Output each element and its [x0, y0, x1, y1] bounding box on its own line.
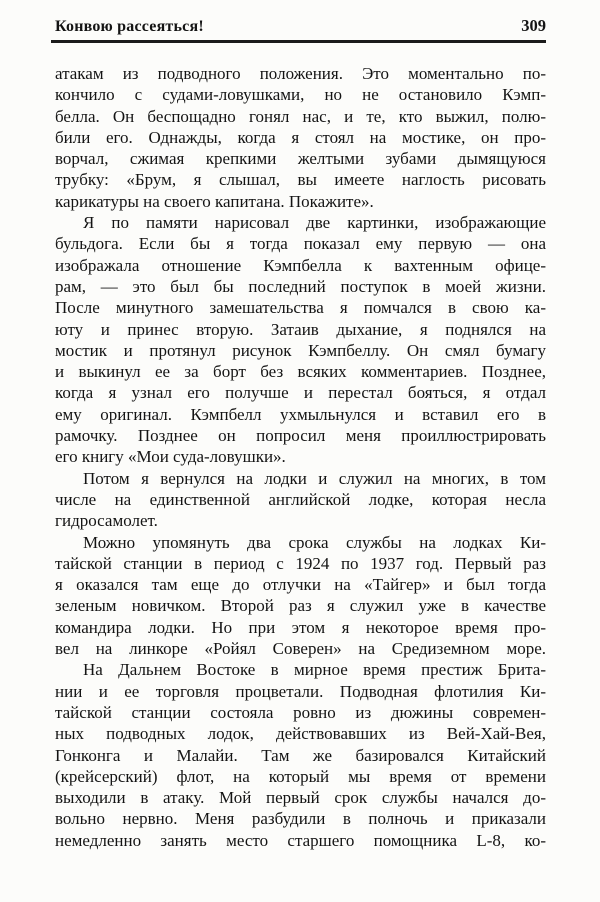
text-line: били его. Однажды, когда я стоял на мостике, он про- [55, 127, 546, 147]
running-title: Конвою рассеяться! [55, 18, 204, 35]
text-line: вел на линкоре «Ройял Соверен» на Средиземном море. [55, 639, 546, 659]
text-line: ворчал, сжимая крепкими желтыми зубами дымящуюся [55, 149, 546, 169]
text-line: зеленым новичком. Второй раз я служил уже в качестве [55, 596, 546, 616]
text-line: юту и принес вторую. Затаив дыхание, я поднялся на [55, 319, 546, 339]
text-line: рам, — это был бы последний поступок в моей жизни. [55, 276, 546, 296]
text-line: После минутного замешательства я помчался в свою ка- [55, 298, 546, 318]
text-line: тайской станции в период с 1924 по 1937 год. Первый раз [55, 553, 546, 573]
text-line: выходили в атаку. Мой первый срок службы начался до- [55, 788, 546, 808]
text-line: Я по памяти нарисовал две картинки, изображающие [83, 213, 546, 233]
text-line: когда я узнал его получше и перестал бояться, я отдал [55, 383, 546, 403]
text-line: трубку: «Брум, я слышал, вы имеете наглость рисовать [55, 170, 546, 190]
text-line: и выкинул ее за борт без всяких комментариев. Позднее, [55, 362, 546, 382]
text-line: ных подводных лодок, действовавших из Вей-Хай-Вея, [55, 724, 546, 744]
text-line: (крейсерский) флот, на который мы время от времени [55, 766, 546, 786]
text-line: белла. Он беспощадно гонял нас, и те, кто выжил, полю- [55, 106, 546, 126]
text-line: Можно упомянуть два срока службы на лодках Ки- [83, 532, 546, 552]
text-line: атакам из подводного положения. Это моментально по- [55, 64, 546, 83]
text-line: На Дальнем Востоке в мирное время престиж Брита- [83, 660, 546, 680]
text-line: Потом я вернулся на лодки и служил на многих, в том [83, 468, 546, 488]
text-line: тайской станции состояла ровно из дюжины современ- [55, 702, 546, 722]
paragraph [55, 532, 546, 660]
text-line: командира лодки. Но при этом я некоторое время про- [55, 617, 546, 637]
text-line: вольно нервно. Меня разбудили в полночь и приказали [55, 809, 546, 829]
text-line: я оказался там еще до отлучки на «Тайгер» и был тогда [55, 575, 546, 595]
paragraph [55, 212, 546, 468]
text-line: числе на единственной английской лодке, которая несла [55, 489, 546, 509]
text-line: мостик и протянул рисунок Кэмпбеллу. Он смял бумагу [55, 340, 546, 360]
text-line: ему оригинал. Кэмпбелл ухмыльнулся и вставил его в [55, 404, 546, 424]
paragraph [55, 468, 546, 532]
text-line: Гонконга и Малайи. Там же базировался Китайский [55, 745, 546, 765]
text-line: изображала отношение Кэмпбелла к вахтенным офице- [55, 255, 546, 275]
text-block [55, 63, 546, 851]
text-line: рамочку. Позднее он попросил меня проиллюстрировать [55, 426, 546, 446]
page-header [55, 16, 546, 36]
text-line: нии и ее торговля процветали. Подводная флотилия Ки- [55, 681, 546, 701]
page-number: 309 [521, 16, 546, 35]
text-line: бульдога. Если бы я тогда показал ему первую — она [55, 234, 546, 254]
text-line: кончило с судами-ловушками, но не остановило Кэмп- [55, 85, 546, 105]
paragraph [55, 63, 546, 212]
paragraph [55, 659, 546, 851]
text-line: гидросамолет. [55, 511, 158, 531]
text-line: его книгу «Мои суда-ловушки». [55, 447, 286, 467]
header-rule [51, 40, 546, 43]
text-line: карикатуры на своего капитана. Покажите». [55, 191, 374, 211]
text-line: немедленно занять место старшего помощника L-8, ко- [55, 830, 546, 850]
